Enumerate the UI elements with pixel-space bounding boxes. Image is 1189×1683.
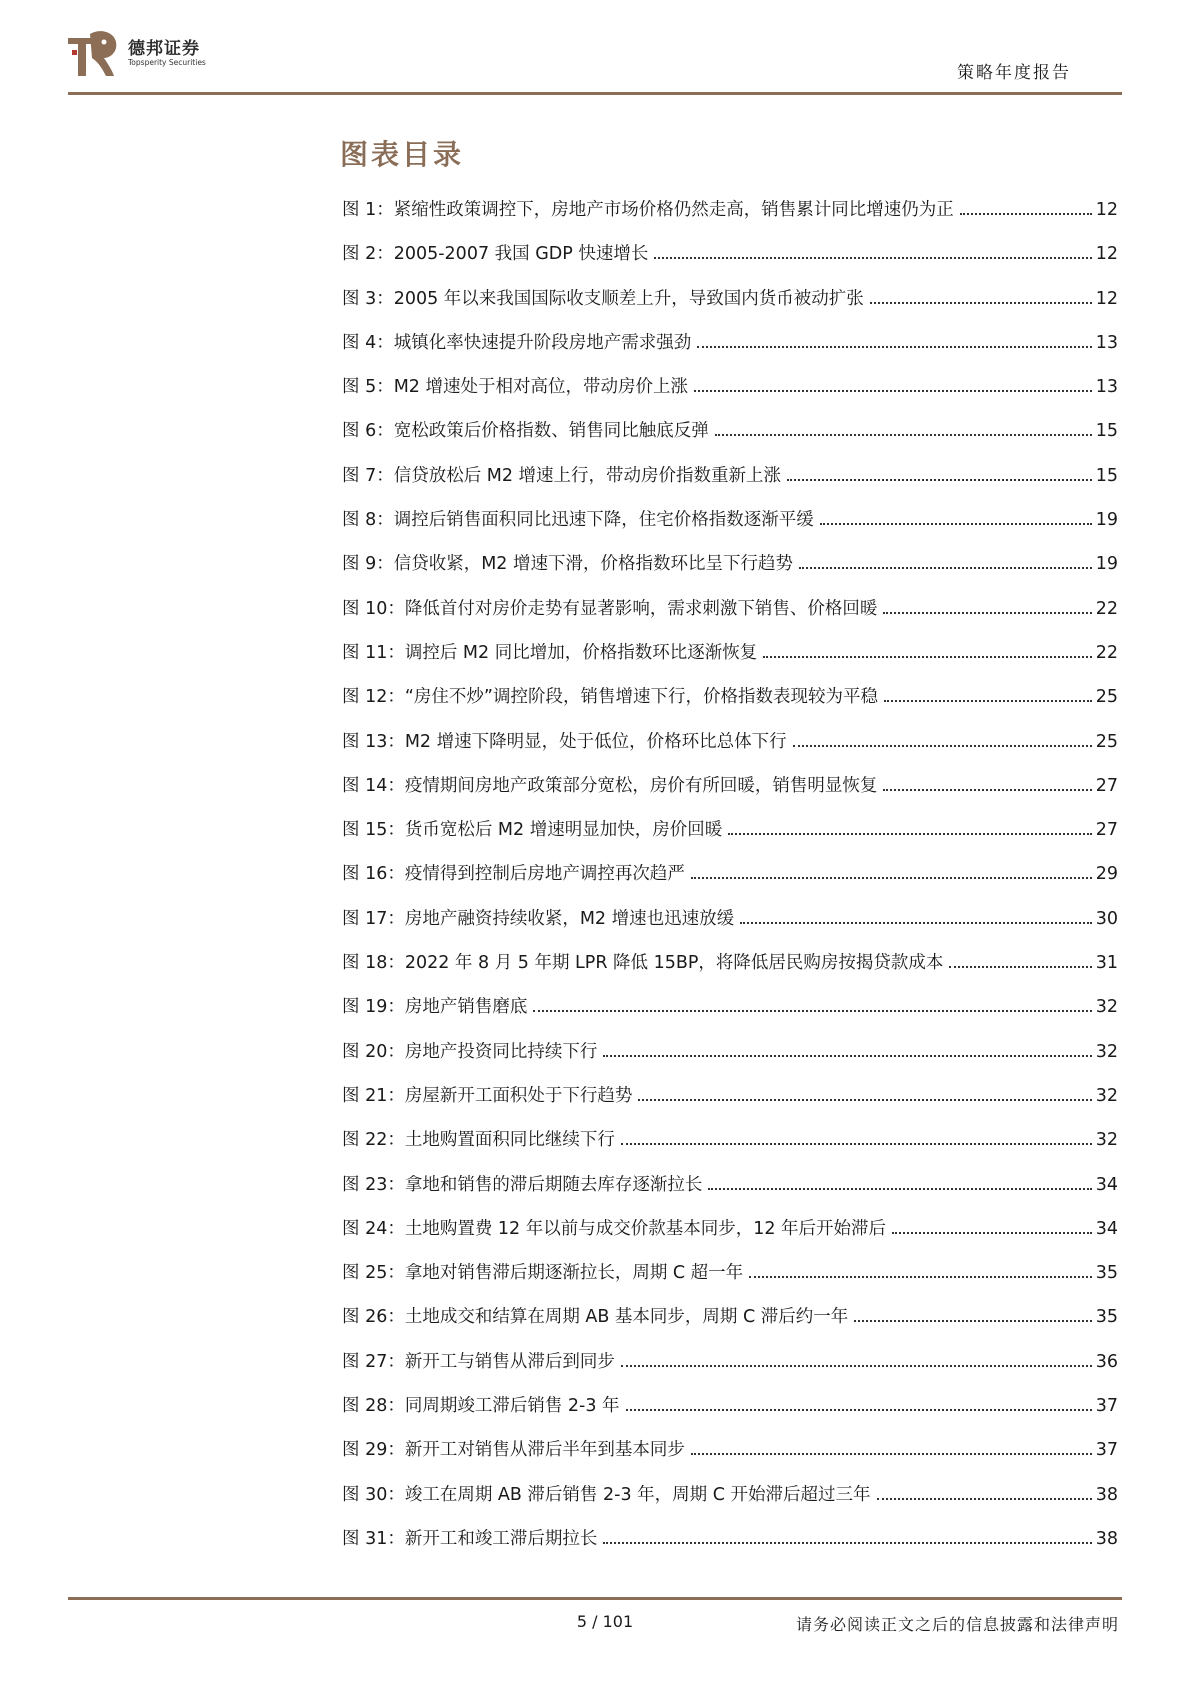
logo-emblem-icon xyxy=(64,28,120,80)
table-of-figures xyxy=(342,196,1118,1569)
toc-entry-page: 37 xyxy=(1095,1440,1118,1461)
toc-entry-page: 30 xyxy=(1095,908,1118,929)
toc-dot-leader xyxy=(854,1320,1091,1322)
toc-entry-label: 图 19：房地产销售磨底 xyxy=(342,997,528,1018)
toc-entry[interactable] xyxy=(342,595,1118,639)
toc-entry-label: 图 28：同周期竣工滞后销售 2-3 年 xyxy=(342,1396,620,1417)
company-logo xyxy=(64,28,284,80)
toc-entry-label: 图 26：土地成交和结算在周期 AB 基本同步，周期 C 滞后约一年 xyxy=(342,1307,849,1328)
toc-dot-leader xyxy=(793,745,1092,747)
toc-entry-label: 图 29：新开工对销售从滞后半年到基本同步 xyxy=(342,1440,685,1461)
toc-dot-leader xyxy=(654,257,1091,259)
toc-entry-label: 图 15：货币宽松后 M2 增速明显加快，房价回暖 xyxy=(342,820,723,841)
toc-entry[interactable] xyxy=(342,1259,1118,1303)
toc-entry-label: 图 1：紧缩性政策调控下，房地产市场价格仍然走高，销售累计同比增速仍为正 xyxy=(342,200,954,220)
toc-entry-label: 图 12：“房住不炒”调控阶段，销售增速下行，价格指数表现较为平稳 xyxy=(342,687,878,708)
toc-entry-label: 图 14：疫情期间房地产政策部分宽松，房价有所回暖，销售明显恢复 xyxy=(342,775,878,796)
toc-dot-leader xyxy=(533,1010,1091,1012)
toc-entry-label: 图 11：调控后 M2 同比增加，价格指数环比逐渐恢复 xyxy=(342,642,758,663)
toc-entry-label: 图 27：新开工与销售从滞后到同步 xyxy=(342,1351,615,1372)
toc-entry-label: 图 23：拿地和销售的滞后期随去库存逐渐拉长 xyxy=(342,1174,703,1195)
toc-entry-page: 19 xyxy=(1095,554,1118,575)
toc-dot-leader xyxy=(694,390,1092,392)
toc-entry[interactable] xyxy=(342,1082,1118,1126)
toc-entry-label: 图 30：竣工在周期 AB 滞后销售 2-3 年，周期 C 开始滞后超过三年 xyxy=(342,1484,871,1505)
toc-entry[interactable] xyxy=(342,462,1118,506)
toc-entry[interactable] xyxy=(342,1392,1118,1436)
toc-dot-leader xyxy=(638,1099,1091,1101)
toc-entry[interactable] xyxy=(342,1303,1118,1347)
toc-entry[interactable] xyxy=(342,196,1118,240)
toc-entry[interactable] xyxy=(342,949,1118,993)
toc-entry-label: 图 25：拿地对销售滞后期逐渐拉长，周期 C 超一年 xyxy=(342,1263,744,1284)
toc-entry-label: 图 3：2005 年以来我国国际收支顺差上升，导致国内货币被动扩张 xyxy=(342,288,864,309)
toc-entry-page: 12 xyxy=(1095,200,1118,220)
toc-entry-page: 12 xyxy=(1095,288,1118,309)
toc-entry-page: 32 xyxy=(1095,1085,1118,1106)
toc-dot-leader xyxy=(799,567,1092,569)
toc-entry-page: 12 xyxy=(1095,244,1118,265)
toc-dot-leader xyxy=(740,922,1092,924)
toc-dot-leader xyxy=(691,1453,1092,1455)
toc-entry-page: 36 xyxy=(1095,1351,1118,1372)
toc-entry-page: 29 xyxy=(1095,864,1118,885)
header-divider xyxy=(68,92,1122,95)
toc-entry-label: 图 31：新开工和竣工滞后期拉长 xyxy=(342,1528,598,1549)
toc-entry-page: 32 xyxy=(1095,1041,1118,1062)
toc-entry-page: 37 xyxy=(1095,1396,1118,1417)
toc-entry[interactable] xyxy=(342,1481,1118,1525)
toc-entry[interactable] xyxy=(342,240,1118,284)
toc-dot-leader xyxy=(787,479,1092,481)
toc-entry[interactable] xyxy=(342,1525,1118,1569)
toc-entry-page: 38 xyxy=(1095,1528,1118,1549)
page-number: 5 / 101 xyxy=(576,1612,634,1631)
toc-entry[interactable] xyxy=(342,905,1118,949)
footer-divider xyxy=(68,1597,1122,1600)
toc-entry[interactable] xyxy=(342,1038,1118,1082)
toc-entry-label: 图 20：房地产投资同比持续下行 xyxy=(342,1041,598,1062)
report-type: 策略年度报告 xyxy=(957,63,1071,83)
toc-entry[interactable] xyxy=(342,550,1118,594)
toc-entry[interactable] xyxy=(342,1436,1118,1480)
toc-entry-page: 38 xyxy=(1095,1484,1118,1505)
toc-entry[interactable] xyxy=(342,1215,1118,1259)
toc-entry-page: 15 xyxy=(1095,421,1118,442)
toc-entry-label: 图 24：土地购置费 12 年以前与成交价款基本同步，12 年后开始滞后 xyxy=(342,1218,887,1239)
toc-dot-leader xyxy=(749,1276,1092,1278)
toc-entry[interactable] xyxy=(342,1171,1118,1215)
toc-entry-label: 图 10：降低首付对房价走势有显著影响，需求刺激下销售、价格回暖 xyxy=(342,598,878,619)
toc-entry[interactable] xyxy=(342,816,1118,860)
toc-entry-label: 图 13：M2 增速下降明显，处于低位，价格环比总体下行 xyxy=(342,731,787,752)
toc-dot-leader xyxy=(697,346,1092,348)
toc-dot-leader xyxy=(892,1232,1092,1234)
toc-entry-page: 32 xyxy=(1095,1130,1118,1151)
toc-dot-leader xyxy=(884,700,1092,702)
toc-entry[interactable] xyxy=(342,728,1118,772)
toc-dot-leader xyxy=(949,966,1091,968)
toc-entry[interactable] xyxy=(342,329,1118,373)
toc-entry-label: 图 7：信贷放松后 M2 增速上行，带动房价指数重新上涨 xyxy=(342,465,782,486)
toc-dot-leader xyxy=(621,1143,1092,1145)
brand-name-en: Topsperity Securities xyxy=(128,58,206,67)
toc-entry-page: 35 xyxy=(1095,1307,1118,1328)
toc-entry[interactable] xyxy=(342,1348,1118,1392)
toc-entry-page: 25 xyxy=(1095,731,1118,752)
toc-entry-page: 13 xyxy=(1095,332,1118,353)
toc-entry-page: 32 xyxy=(1095,997,1118,1018)
toc-entry-label: 图 16：疫情得到控制后房地产调控再次趋严 xyxy=(342,864,685,885)
toc-entry-label: 图 18：2022 年 8 月 5 年期 LPR 降低 15BP，将降低居民购房按揭贷款成本 xyxy=(342,953,944,974)
toc-entry[interactable] xyxy=(342,993,1118,1037)
toc-entry[interactable] xyxy=(342,1126,1118,1170)
toc-dot-leader xyxy=(960,213,1092,215)
toc-dot-leader xyxy=(728,833,1092,835)
page-title: 图表目录 xyxy=(340,138,465,171)
toc-dot-leader xyxy=(621,1365,1092,1367)
toc-entry[interactable] xyxy=(342,373,1118,417)
toc-dot-leader xyxy=(870,302,1092,304)
toc-entry-page: 22 xyxy=(1095,598,1118,619)
toc-dot-leader xyxy=(820,523,1092,525)
toc-entry[interactable] xyxy=(342,506,1118,550)
toc-entry[interactable] xyxy=(342,639,1118,683)
toc-entry[interactable] xyxy=(342,860,1118,904)
toc-dot-leader xyxy=(763,656,1092,658)
toc-dot-leader xyxy=(691,877,1092,879)
toc-entry-page: 34 xyxy=(1095,1174,1118,1195)
toc-entry-label: 图 17：房地产融资持续收紧，M2 增速也迅速放缓 xyxy=(342,908,735,929)
toc-dot-leader xyxy=(603,1542,1091,1544)
toc-entry-label: 图 4：城镇化率快速提升阶段房地产需求强劲 xyxy=(342,332,692,353)
toc-entry-page: 22 xyxy=(1095,642,1118,663)
toc-entry-page: 35 xyxy=(1095,1263,1118,1284)
toc-entry[interactable] xyxy=(342,285,1118,329)
toc-entry-page: 25 xyxy=(1095,687,1118,708)
toc-entry[interactable] xyxy=(342,417,1118,461)
toc-dot-leader xyxy=(877,1498,1092,1500)
toc-dot-leader xyxy=(708,1188,1091,1190)
toc-entry[interactable] xyxy=(342,772,1118,816)
toc-entry-page: 27 xyxy=(1095,820,1118,841)
toc-entry-page: 34 xyxy=(1095,1218,1118,1239)
toc-dot-leader xyxy=(883,789,1091,791)
toc-entry-page: 19 xyxy=(1095,510,1118,531)
toc-entry-label: 图 9：信贷收紧，M2 增速下滑，价格指数环比呈下行趋势 xyxy=(342,554,793,575)
brand-name-cn: 德邦证券 xyxy=(128,39,200,59)
toc-entry-page: 15 xyxy=(1095,465,1118,486)
toc-dot-leader xyxy=(603,1055,1091,1057)
toc-entry-page: 27 xyxy=(1095,775,1118,796)
toc-entry-label: 图 22：土地购置面积同比继续下行 xyxy=(342,1130,615,1151)
toc-dot-leader xyxy=(715,434,1092,436)
toc-entry-page: 31 xyxy=(1095,953,1118,974)
toc-dot-leader xyxy=(626,1409,1092,1411)
toc-entry[interactable] xyxy=(342,683,1118,727)
toc-entry-label: 图 8：调控后销售面积同比迅速下降，住宅价格指数逐渐平缓 xyxy=(342,510,814,531)
toc-entry-page: 13 xyxy=(1095,377,1118,398)
toc-entry-label: 图 6：宽松政策后价格指数、销售同比触底反弹 xyxy=(342,421,709,442)
toc-entry-label: 图 2：2005-2007 我国 GDP 快速增长 xyxy=(342,244,649,265)
toc-entry-label: 图 21：房屋新开工面积处于下行趋势 xyxy=(342,1085,633,1106)
toc-dot-leader xyxy=(883,612,1091,614)
legal-disclaimer: 请务必阅读正文之后的信息披露和法律声明 xyxy=(795,1615,1119,1634)
toc-entry-label: 图 5：M2 增速处于相对高位，带动房价上涨 xyxy=(342,377,688,398)
